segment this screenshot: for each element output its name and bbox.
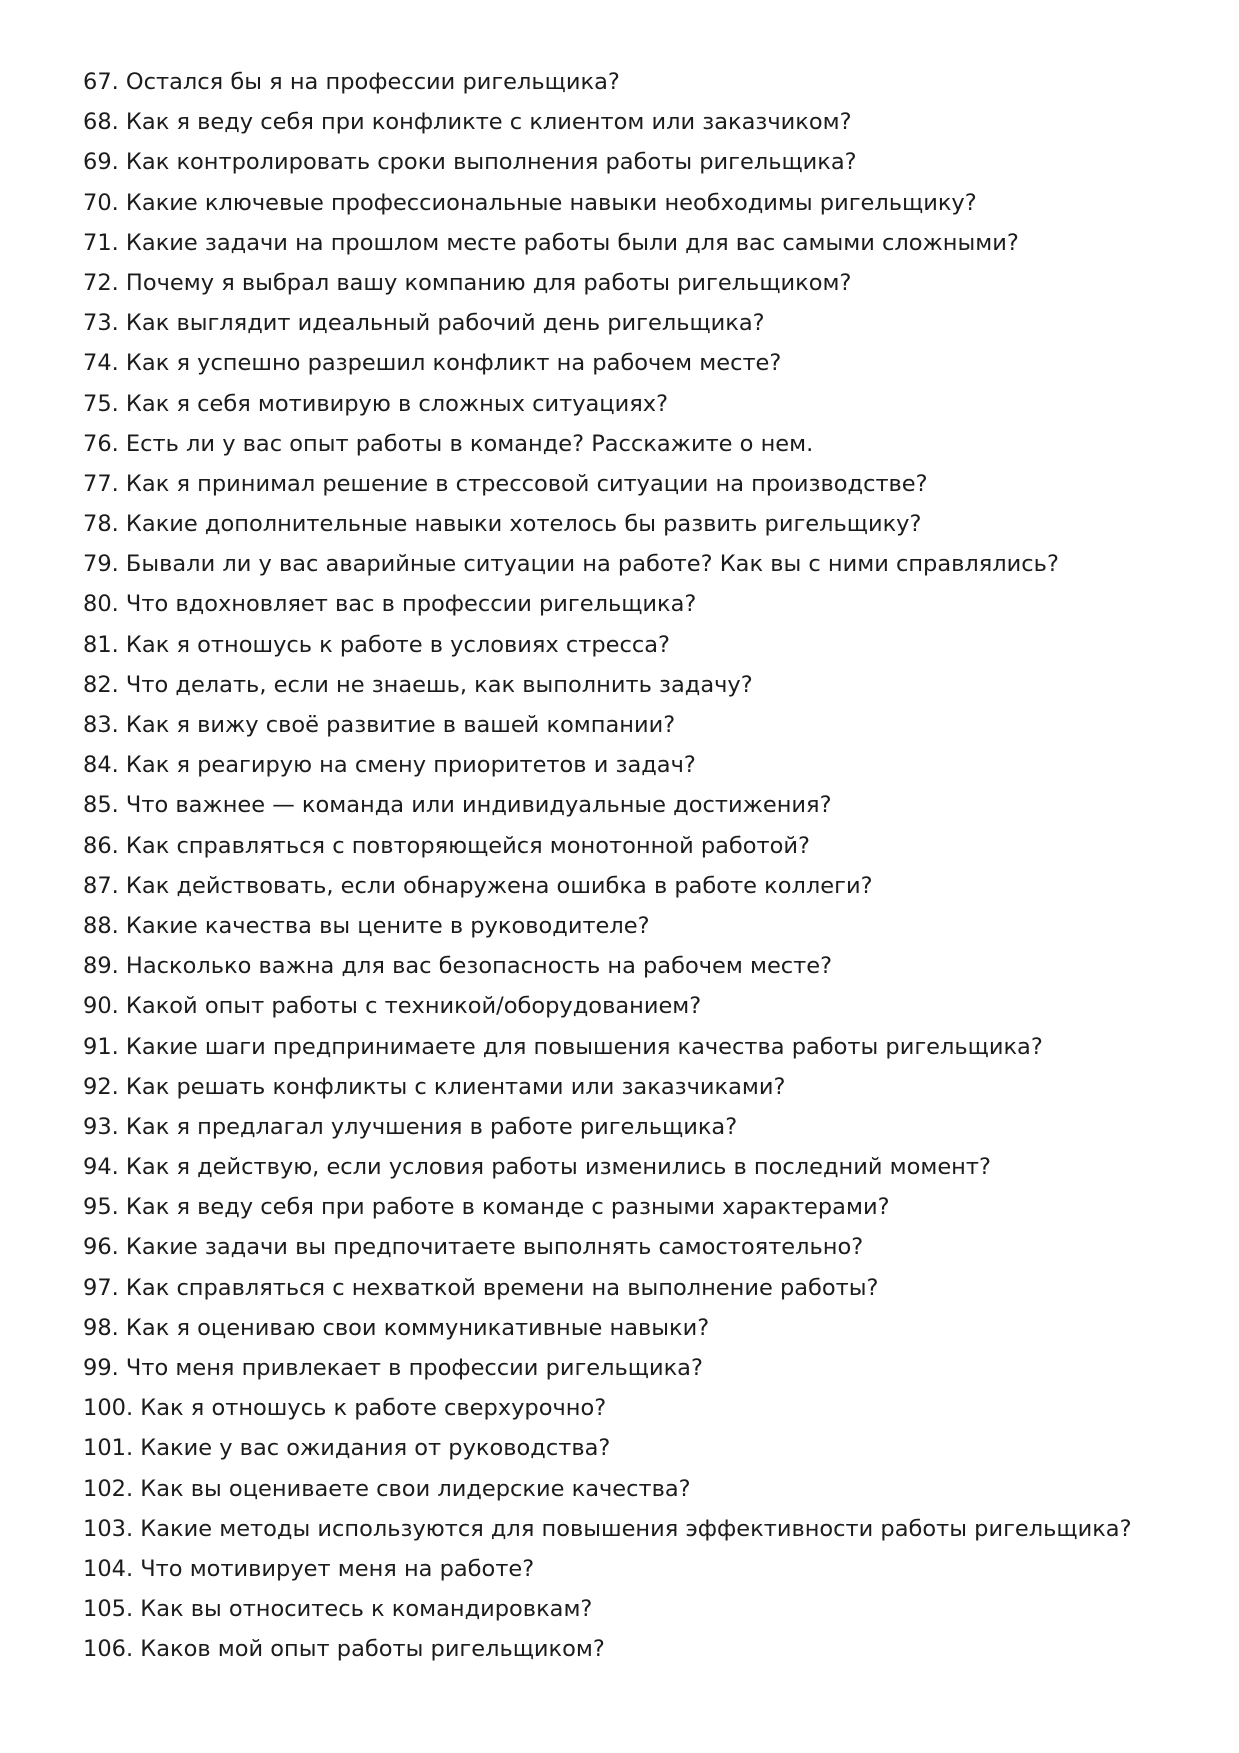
question-item: 78. Какие дополнительные навыки хотелось бы развить ригельщику? bbox=[83, 511, 922, 538]
question-list bbox=[83, 62, 1203, 1670]
question-item: 97. Как справляться с нехваткой времени на выполнение работы? bbox=[83, 1274, 879, 1301]
question-item: 87. Как действовать, если обнаружена ошибка в работе коллеги? bbox=[83, 872, 873, 899]
question-item: 94. Как я действую, если условия работы изменились в последний момент? bbox=[83, 1154, 991, 1181]
question-item: 77. Как я принимал решение в стрессовой ситуации на производстве? bbox=[83, 470, 928, 497]
question-item: 86. Как справляться с повторяющейся монотонной работой? bbox=[83, 832, 810, 859]
question-item: 82. Что делать, если не знаешь, как выполнить задачу? bbox=[83, 671, 753, 698]
question-item: 67. Остался бы я на профессии ригельщика? bbox=[83, 69, 620, 95]
question-item: 99. Что меня привлекает в профессии ригельщика? bbox=[83, 1355, 703, 1381]
question-item: 70. Какие ключевые профессиональные навыки необходимы ригельщику? bbox=[83, 189, 977, 216]
question-item: 84. Как я реагирую на смену приоритетов и задач? bbox=[83, 752, 696, 779]
question-item: 92. Как решать конфликты с клиентами или заказчиками? bbox=[83, 1073, 786, 1100]
question-item: 106. Каков мой опыт работы ригельщиком? bbox=[83, 1636, 605, 1663]
question-item: 104. Что мотивирует меня на работе? bbox=[83, 1555, 535, 1582]
question-item: 98. Как я оцениваю свои коммуникативные навыки? bbox=[83, 1314, 710, 1341]
question-item: 79. Бывали ли у вас аварийные ситуации на работе? Как вы с ними справлялись? bbox=[83, 551, 1059, 578]
question-item: 90. Какой опыт работы с техникой/оборудованием? bbox=[83, 993, 702, 1020]
question-item: 100. Как я отношусь к работе сверхурочно? bbox=[83, 1395, 607, 1422]
question-item: 80. Что вдохновляет вас в профессии ригельщика? bbox=[83, 591, 697, 618]
question-item: 101. Какие у вас ожидания от руководства? bbox=[83, 1435, 611, 1462]
question-item: 91. Какие шаги предпринимаете для повышения качества работы ригельщика? bbox=[83, 1033, 1043, 1060]
question-item: 72. Почему я выбрал вашу компанию для работы ригельщиком? bbox=[83, 269, 852, 296]
question-item: 83. Как я вижу своё развитие в вашей компании? bbox=[83, 712, 676, 738]
question-item: 88. Какие качества вы цените в руководителе? bbox=[83, 912, 650, 939]
question-item: 69. Как контролировать сроки выполнения работы ригельщика? bbox=[83, 149, 857, 176]
question-item: 81. Как я отношусь к работе в условиях стресса? bbox=[83, 631, 670, 658]
question-item: 93. Как я предлагал улучшения в работе ригельщика? bbox=[83, 1113, 738, 1140]
question-item: 68. Как я веду себя при конфликте с клиентом или заказчиком? bbox=[83, 109, 852, 136]
question-item: 85. Что важнее — команда или индивидуальные достижения? bbox=[83, 792, 832, 819]
question-item: 76. Есть ли у вас опыт работы в команде? Расскажите о нем. bbox=[83, 430, 814, 457]
question-item: 102. Как вы оцениваете свои лидерские качества? bbox=[83, 1475, 691, 1502]
question-item: 75. Как я себя мотивирую в сложных ситуациях? bbox=[83, 390, 669, 417]
question-item: 89. Насколько важна для вас безопасность на рабочем месте? bbox=[83, 953, 833, 980]
question-item: 95. Как я веду себя при работе в команде с разными характерами? bbox=[83, 1194, 890, 1221]
question-item: 74. Как я успешно разрешил конфликт на рабочем месте? bbox=[83, 350, 782, 377]
question-item: 96. Какие задачи вы предпочитаете выполнять самостоятельно? bbox=[83, 1234, 864, 1261]
question-item: 73. Как выглядит идеальный рабочий день ригельщика? bbox=[83, 310, 765, 337]
question-item: 103. Какие методы используются для повышения эффективности работы ригельщика? bbox=[83, 1515, 1132, 1542]
question-item: 105. Как вы относитесь к командировкам? bbox=[83, 1596, 593, 1623]
question-item: 71. Какие задачи на прошлом месте работы были для вас самыми сложными? bbox=[83, 229, 1019, 256]
